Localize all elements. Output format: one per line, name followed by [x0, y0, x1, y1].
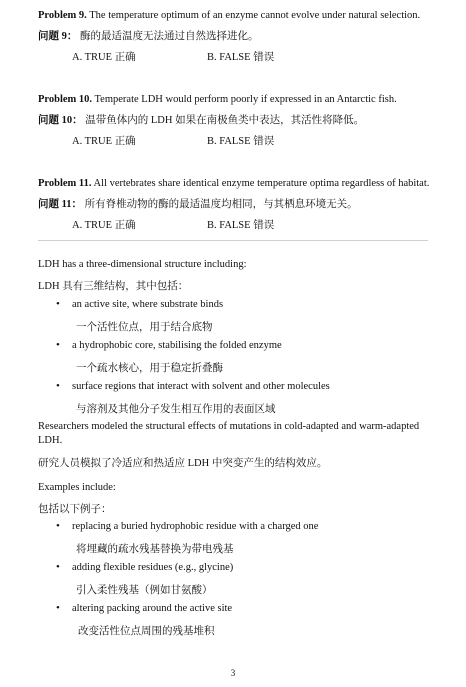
problem-10-zh-text: 温带鱼体内的 LDH 如果在南极鱼类中表达，其活性将降低。	[85, 115, 365, 126]
ldh-intro-en: LDH has a three-dimensional structure including:	[38, 259, 247, 270]
problem-9-zh-text: 酶的最适温度无法通过自然选择进化。	[80, 31, 259, 42]
example-3-en: altering packing around the active site	[72, 603, 233, 614]
problem-10-label: Problem 10.	[38, 94, 93, 105]
ldh-item-1-en: an active site, where substrate binds	[72, 299, 224, 310]
problem-10-question	[38, 94, 397, 105]
example-1-en: replacing a buried hydrophobic residue with a charged one	[72, 521, 319, 532]
research-en-line-2: LDH.	[38, 435, 63, 446]
page-number: 3	[230, 668, 236, 678]
ldh-item-3-en: surface regions that interact with solvent and other molecules	[72, 381, 330, 392]
ldh-item-1-zh: 一个活性位点，用于结合底物	[76, 322, 213, 333]
example-3-zh: 改变活性位点周围的残基堆积	[78, 626, 215, 637]
problem-9-text: The temperature optimum of an enzyme cannot evolve under natural selection.	[89, 10, 421, 21]
bullet-icon: •	[56, 602, 60, 614]
problem-11-option-b[interactable]: B. FALSE 错误	[207, 220, 275, 231]
problem-10-translation	[38, 112, 364, 127]
problem-11-question	[38, 178, 429, 189]
problem-9-question	[38, 10, 420, 21]
problem-9-label: Problem 9.	[38, 10, 87, 21]
problem-10-zh-label: 问题 10：	[38, 115, 83, 126]
problem-10-text: Temperate LDH would perform poorly if expressed in an Antarctic fish.	[94, 94, 397, 105]
example-2-zh: 引入柔性残基（例如甘氨酸）	[76, 585, 213, 596]
research-zh: 研究人员模拟了冷适应和热适应 LDH 中突变产生的结构效应。	[38, 458, 328, 469]
examples-intro-zh: 包括以下例子：	[38, 504, 112, 515]
ldh-intro-zh: LDH 具有三维结构，其中包括：	[38, 281, 189, 292]
ldh-item-3-zh: 与溶剂及其他分子发生相互作用的表面区域	[76, 404, 276, 415]
example-1-zh: 将埋藏的疏水残基替换为带电残基	[76, 544, 234, 555]
research-en-line-1: Researchers modeled the structural effects of mutations in cold-adapted and warm-adapted	[38, 421, 420, 432]
problem-11-zh-label: 问题 11：	[38, 199, 83, 210]
problem-11-translation	[38, 196, 358, 211]
ldh-item-2-en: a hydrophobic core, stabilising the folded enzyme	[72, 340, 282, 351]
ldh-item-2-zh: 一个疏水核心，用于稳定折叠酶	[76, 363, 223, 374]
problem-9-option-b[interactable]: B. FALSE 错误	[207, 52, 275, 63]
bullet-icon: •	[56, 339, 60, 351]
bullet-icon: •	[56, 561, 60, 573]
problem-9-option-a[interactable]: A. TRUE 正确	[72, 52, 136, 63]
example-2-en: adding flexible residues (e.g., glycine)	[72, 562, 234, 573]
bullet-icon: •	[56, 298, 60, 310]
problem-9-zh-label: 问题 9：	[38, 31, 78, 42]
problem-11-label: Problem 11.	[38, 178, 92, 189]
problem-11-zh-text: 所有脊椎动物的酶的最适温度均相同，与其栖息环境无关。	[84, 199, 358, 210]
problem-10-option-a[interactable]: A. TRUE 正确	[72, 136, 136, 147]
bullet-icon: •	[56, 380, 60, 392]
problem-9-translation	[38, 28, 259, 43]
problem-11-option-a[interactable]: A. TRUE 正确	[72, 220, 136, 231]
section-divider	[38, 240, 428, 241]
bullet-icon: •	[56, 520, 60, 532]
examples-intro-en: Examples include:	[38, 482, 116, 493]
problem-11-text: All vertebrates share identical enzyme temperature optima regardless of habitat.	[93, 178, 430, 189]
problem-10-option-b[interactable]: B. FALSE 错误	[207, 136, 275, 147]
